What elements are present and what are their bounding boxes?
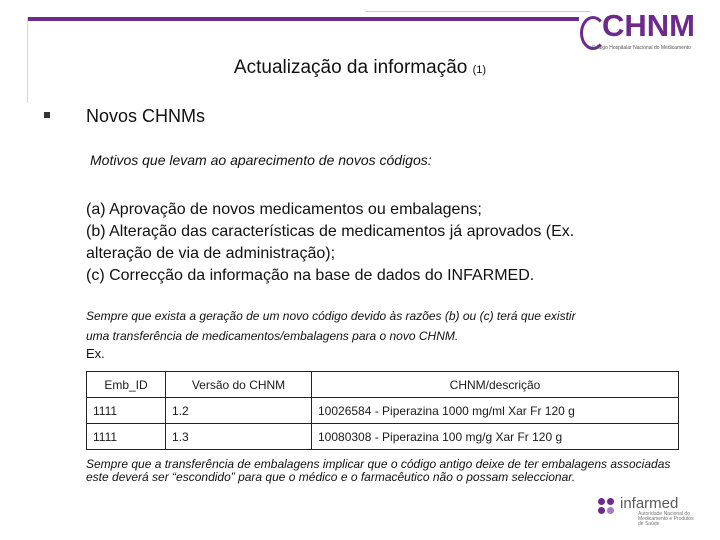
page-title-text: Actualização da informação — [233, 57, 468, 78]
table-header-row — [87, 372, 679, 398]
infarmed-logo-subtitle: Autoridade Nacional do Medicamento e Produtos de Saúde — [638, 511, 694, 527]
page-title — [0, 57, 720, 79]
table-cell: 1.3 — [166, 424, 312, 450]
example-label: Ex. — [86, 346, 105, 361]
section-heading: Novos CHNMs — [86, 106, 206, 126]
page-title-suffix: (1) — [472, 64, 487, 76]
column-header: Versão do CHNM — [166, 372, 312, 398]
reason-item: alteração de via de administração); — [86, 245, 336, 262]
chnm-logo-text: CHNM — [602, 8, 695, 43]
reason-item: (a) Aprovação de novos medicamentos ou embalagens; — [86, 201, 482, 218]
codes-table — [86, 371, 679, 450]
chnm-logo-subtitle: Código Hospitalar Nacional do Medicamento — [592, 45, 691, 51]
header-thin-rule — [365, 11, 590, 12]
chnm-logo — [580, 8, 705, 54]
table-row — [87, 398, 679, 424]
column-header: CHNM/descrição — [312, 372, 679, 398]
column-header: Emb_ID — [87, 372, 166, 398]
reason-item: (c) Correcção da informação na base de dados do INFARMED. — [86, 267, 535, 284]
table-cell: 1.2 — [166, 398, 312, 424]
table-cell: 10026584 - Piperazina 1000 mg/ml Xar Fr 120 g — [312, 398, 679, 424]
transfer-note-line: uma transferência de medicamentos/embalagens para o novo CHNM. — [86, 329, 459, 343]
footnote: Sempre que a transferência de embalagens implicar que o código antigo deixe de ter embalagens associadas este deverá ser “escondido” para que o médico e o farmacêutico não o possam seleccionar. — [86, 457, 671, 484]
table-row — [87, 424, 679, 450]
motivos-intro: Motivos que levam ao aparecimento de novos códigos: — [90, 152, 432, 168]
table-cell: 10080308 - Piperazina 100 mg/g Xar Fr 120 g — [312, 424, 679, 450]
infarmed-mark-icon — [598, 498, 618, 518]
infarmed-logo-word: infarmed — [620, 495, 679, 512]
infarmed-logo — [598, 494, 708, 527]
bullet-icon — [44, 112, 50, 118]
header-rule — [27, 17, 579, 21]
table-cell: 1111 — [87, 424, 166, 450]
reasons-list — [86, 199, 686, 287]
reason-item: (b) Alteração das características de medicamentos já aprovados (Ex. — [86, 223, 575, 240]
transfer-note-line: Sempre que exista a geração de um novo código devido às razões (b) ou (c) terá que existir — [86, 309, 576, 323]
table-cell: 1111 — [87, 398, 166, 424]
transfer-note — [86, 306, 676, 346]
